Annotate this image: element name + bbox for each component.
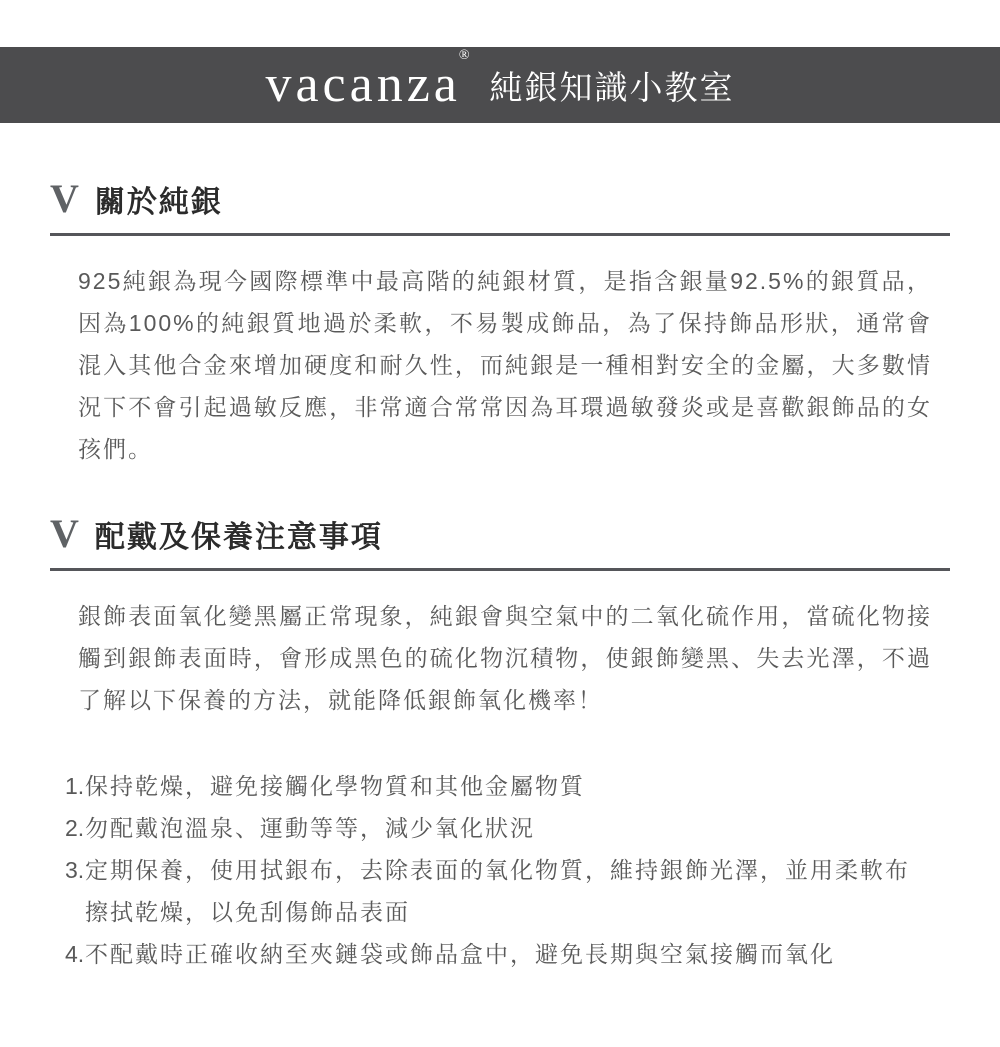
v-brand-mark-icon: V [50, 176, 79, 221]
brand-wordmark: vacanza [265, 56, 461, 113]
about-silver-paragraph: 925純銀為現今國際標準中最高階的純銀材質，是指含銀量92.5%的銀質品，因為100%的純銀質地過於柔軟，不易製成飾品，為了保持飾品形狀，通常會混入其他合金來增加硬度和耐久性，而純銀是一種相對安全的金屬，大多數情況下不會引起過敏反應，非常適合常常因為耳環過敏發炎或是喜歡銀飾品的女孩們。 [78, 268, 932, 462]
care-tips-list [65, 765, 950, 975]
header-banner [0, 47, 1000, 123]
section-about-silver [50, 178, 950, 470]
list-item [65, 933, 923, 975]
v-brand-mark-icon: V [50, 511, 79, 556]
list-item-number: 2. [65, 815, 85, 841]
section-title: 關於純銀 [94, 186, 223, 219]
registered-trademark-icon: ® [458, 47, 470, 63]
list-item [65, 807, 923, 849]
list-item-text: 不配戴時正確收納至夾鏈袋或飾品盒中，避免長期與空氣接觸而氧化 [85, 941, 835, 967]
section-heading-row [50, 513, 950, 555]
brand-logo [265, 47, 471, 113]
section-care-instructions [50, 513, 950, 975]
list-item-text: 勿配戴泡溫泉、運動等等，減少氧化狀況 [85, 815, 535, 841]
section-heading-row [50, 178, 950, 220]
list-item-text: 定期保養，使用拭銀布，去除表面的氧化物質，維持銀飾光澤，並用柔軟布擦拭乾燥，以免刮傷飾品表面 [85, 857, 910, 925]
list-item-number: 1. [65, 773, 85, 799]
list-item-number: 4. [65, 941, 85, 967]
section-divider [50, 568, 950, 571]
list-item-number: 3. [65, 857, 85, 883]
banner-title: 純銀知識小教室 [489, 68, 735, 106]
section-title: 配戴及保養注意事項 [94, 521, 383, 554]
list-item [65, 765, 923, 807]
list-item [65, 849, 923, 933]
section-divider [50, 233, 950, 236]
list-item-text: 保持乾燥，避免接觸化學物質和其他金屬物質 [85, 773, 585, 799]
silver-knowledge-page [0, 47, 1000, 1047]
care-intro-paragraph: 銀飾表面氧化變黑屬正常現象，純銀會與空氣中的二氧化硫作用，當硫化物接觸到銀飾表面時，會形成黑色的硫化物沉積物，使銀飾變黑、失去光澤，不過了解以下保養的方法，就能降低銀飾氧化機率！ [78, 603, 932, 713]
